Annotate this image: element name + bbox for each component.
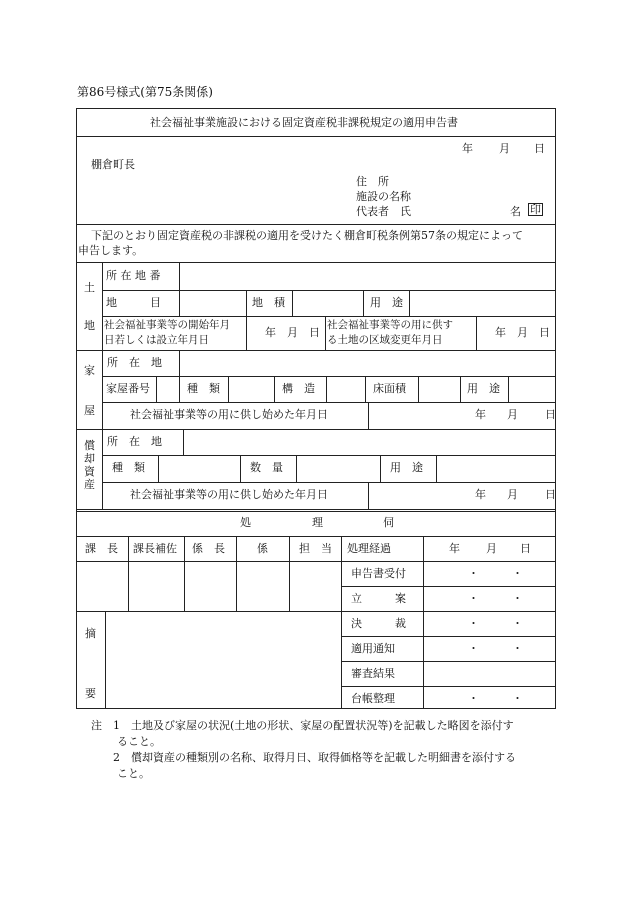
seal-mark: 印 bbox=[530, 203, 541, 216]
step-date: ・ ・ bbox=[468, 642, 523, 655]
land-start-date-value: 年 月 日 bbox=[265, 326, 320, 339]
col-in-charge: 担 当 bbox=[299, 542, 332, 555]
step-date: ・ ・ bbox=[468, 592, 523, 605]
step-date: ・ ・ bbox=[468, 617, 523, 630]
form-title: 社会福祉事業施設における固定資産税非課税規定の適用申告書 bbox=[150, 116, 458, 129]
col-subsection-chief: 係 長 bbox=[192, 542, 225, 555]
house-structure-label: 構 造 bbox=[282, 382, 315, 395]
col-deputy-chief: 課長補佐 bbox=[133, 542, 177, 555]
asset-kind-label: 種 類 bbox=[112, 461, 145, 474]
house-kind-label: 種 類 bbox=[187, 382, 220, 395]
step-date: ・ ・ bbox=[468, 567, 523, 580]
house-start-label: 社会福祉事業等の用に供し始めた年月日 bbox=[130, 408, 328, 421]
facility-name-label: 施設の名称 bbox=[356, 190, 411, 203]
address-label: 住 所 bbox=[356, 175, 389, 188]
land-area-label: 地 積 bbox=[252, 296, 285, 309]
step-date: ・ ・ bbox=[468, 692, 523, 705]
land-change-date-value: 年 月 日 bbox=[495, 326, 550, 339]
house-number-label: 家屋番号 bbox=[106, 382, 150, 395]
representative-label: 代表者 氏 bbox=[356, 205, 411, 218]
name-label: 名 bbox=[510, 205, 521, 218]
note-2-text: 償却資産の種類別の名称、取得月日、取得価格等を記載した明細書を添付する bbox=[131, 751, 516, 764]
step-label: 立 案 bbox=[351, 592, 406, 605]
step-label: 台帳整理 bbox=[351, 692, 395, 705]
statement-line-2: 申告します。 bbox=[78, 244, 144, 257]
remarks-label: 摘 bbox=[85, 627, 96, 640]
form-number: 第86号様式(第75条関係) bbox=[77, 85, 213, 99]
note-1-text: 土地及び家屋の状況(土地の形状、家屋の配置状況等)を記載した略図を添付す bbox=[131, 719, 514, 732]
statement-line-1: 下記のとおり固定資産税の非課税の適用を受けたく棚倉町税条例第57条の規定によって bbox=[91, 229, 523, 242]
asset-use-label: 用 途 bbox=[390, 461, 423, 474]
house-floor-area-label: 床面積 bbox=[373, 382, 406, 395]
asset-quantity-label: 数 量 bbox=[250, 461, 283, 474]
house-use-label: 用 途 bbox=[467, 382, 500, 395]
step-label: 適用通知 bbox=[351, 642, 395, 655]
land-location-label: 所 在 地 番 bbox=[106, 269, 161, 282]
step-label: 審査結果 bbox=[351, 667, 395, 680]
step-label: 決 裁 bbox=[351, 617, 406, 630]
land-category-label: 地 目 bbox=[106, 296, 161, 309]
step-label: 申告書受付 bbox=[351, 567, 406, 580]
col-section-chief: 課 長 bbox=[85, 542, 118, 555]
house-location-label: 所 在 地 bbox=[107, 356, 162, 369]
process-header: 処理経過 bbox=[347, 542, 391, 555]
col-staff: 係 bbox=[257, 542, 268, 555]
asset-start-label: 社会福祉事業等の用に供し始めた年月日 bbox=[130, 488, 328, 501]
land-use-label: 用 途 bbox=[370, 296, 403, 309]
asset-location-label: 所 在 地 bbox=[107, 435, 162, 448]
addressee: 棚倉町長 bbox=[91, 158, 135, 171]
